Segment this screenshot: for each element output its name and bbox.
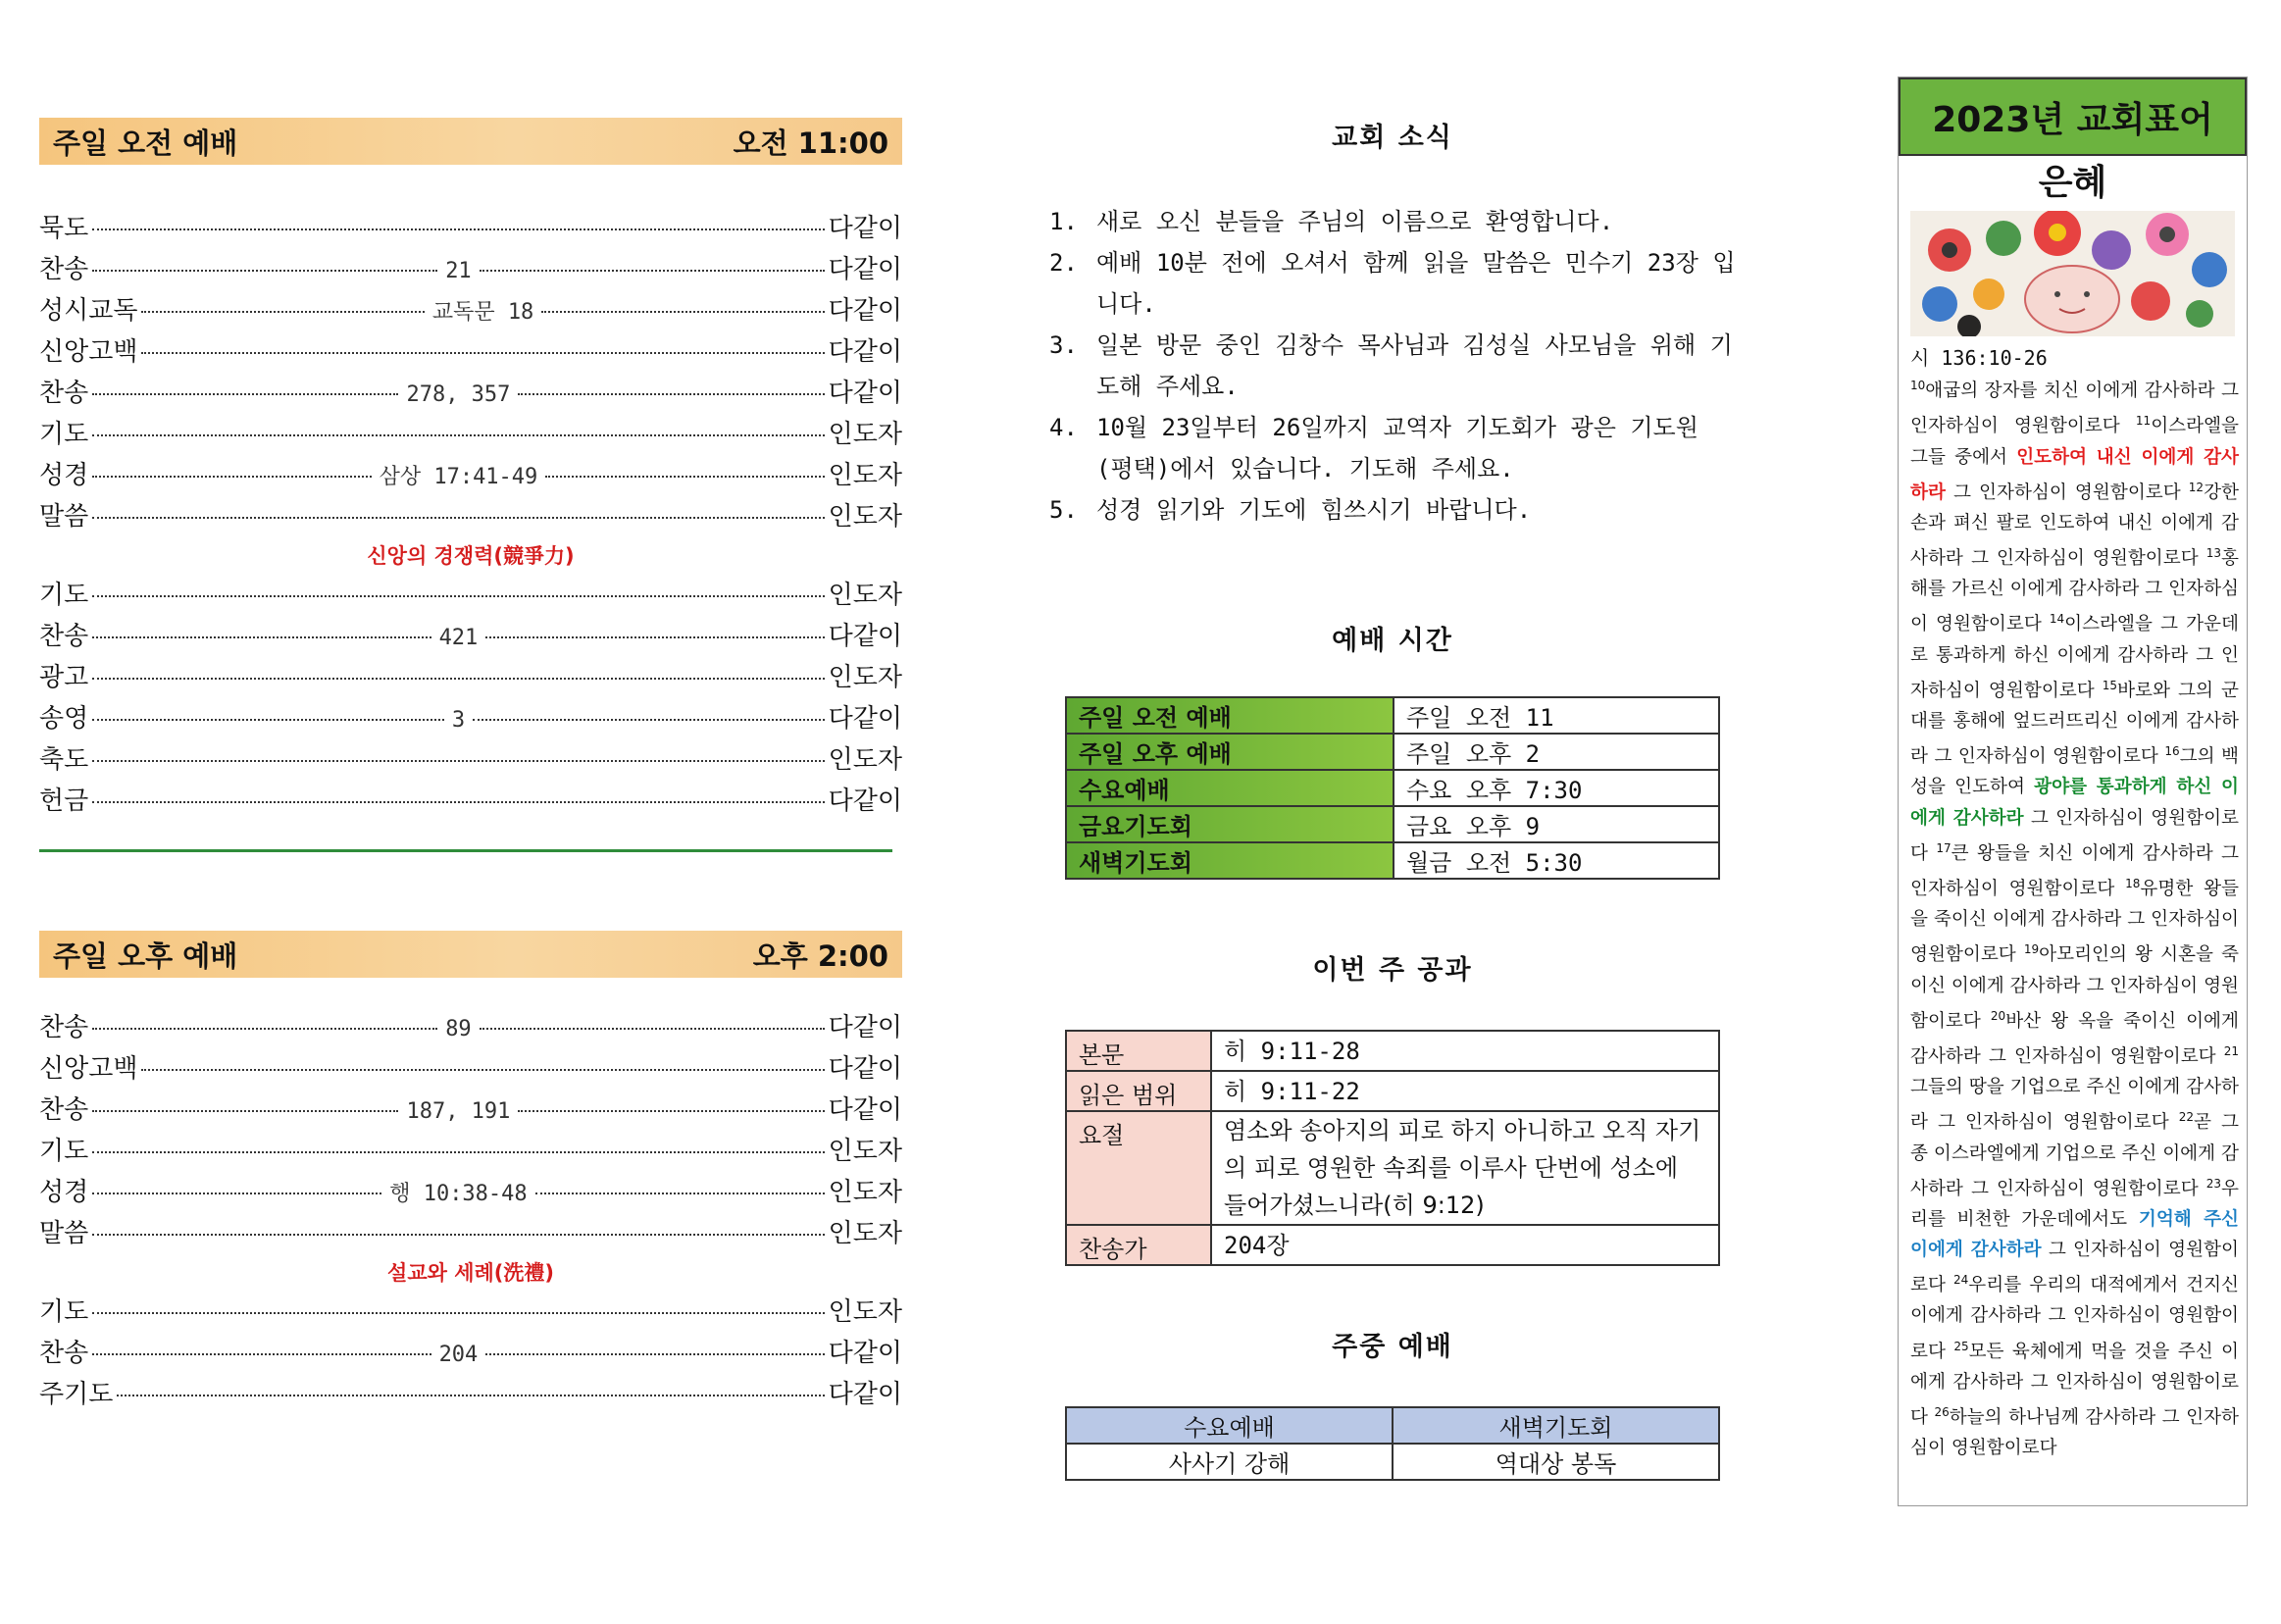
- order-item-role: 다같이: [828, 704, 902, 734]
- order-row: [39, 698, 902, 739]
- motto-year-title: 2023년 교회표어: [1899, 77, 2247, 156]
- weekday-body-wednesday: 사사기 강해: [1066, 1444, 1393, 1480]
- lesson-row: [1066, 1031, 1719, 1071]
- order-row: [39, 1374, 902, 1415]
- order-item-role: 인도자: [828, 461, 902, 490]
- psalm-reference: 시 136:10-26: [1910, 346, 2048, 370]
- motto-panel: [1898, 76, 2248, 1506]
- flower-illustration-icon: [1910, 211, 2235, 336]
- news-item: [1049, 489, 1736, 531]
- order-row: [39, 373, 902, 414]
- motto-word: 은혜: [2038, 163, 2107, 203]
- order-row: [39, 739, 902, 781]
- worship-order-column: [39, 118, 902, 1415]
- order-row: [39, 208, 902, 249]
- weekday-service-table: [1065, 1406, 1720, 1481]
- afternoon-service-title: 주일 오후 예배: [53, 939, 238, 973]
- service-time: 금요 오후 9: [1394, 806, 1719, 842]
- morning-order-list-2: [39, 575, 902, 822]
- afternoon-sermon-title: 설교와 세례(洗禮): [387, 1261, 554, 1285]
- order-item-detail: 행 10:38-48: [389, 1182, 528, 1206]
- order-row: [39, 414, 902, 455]
- order-item-label: 광고: [39, 663, 89, 692]
- order-item-label: 묵도: [39, 214, 89, 243]
- lesson-row: [1066, 1225, 1719, 1265]
- lesson-title: 이번 주 공과: [1312, 955, 1473, 986]
- news-list: [1049, 201, 1736, 531]
- order-item-label: 기도: [39, 1137, 89, 1166]
- lesson-value: 히 9:11-22: [1211, 1071, 1719, 1111]
- order-item-detail: 421: [438, 626, 479, 650]
- info-column: [1049, 116, 1736, 1481]
- order-row: [39, 575, 902, 616]
- order-item-label: 축도: [39, 745, 89, 775]
- news-item-number: 3.: [1049, 331, 1078, 359]
- order-row: [39, 455, 902, 496]
- news-item: [1049, 201, 1736, 242]
- order-item-role: 다같이: [828, 255, 902, 284]
- order-row: [39, 1090, 902, 1131]
- order-item-label: 기도: [39, 1297, 89, 1327]
- news-item: [1049, 242, 1736, 325]
- lesson-key: 요절: [1066, 1111, 1211, 1225]
- order-item-label: 찬송: [39, 379, 89, 408]
- order-row: [39, 1213, 902, 1254]
- news-item-text: 예배 10분 전에 오셔서 함께 읽을 말씀은 민수기 23장 입니다.: [1096, 249, 1736, 318]
- order-item-role: 다같이: [828, 1380, 902, 1409]
- service-time: 주일 오전 11: [1394, 697, 1719, 734]
- afternoon-order-list-2: [39, 1292, 902, 1415]
- service-name: 수요예배: [1066, 770, 1394, 806]
- order-item-role: 인도자: [828, 1137, 902, 1166]
- news-item-text: 성경 읽기와 기도에 힘쓰시기 바랍니다.: [1096, 496, 1532, 524]
- service-time-row: [1066, 734, 1719, 770]
- order-row: [39, 1007, 902, 1048]
- weekday-head-dawn: 새벽기도회: [1393, 1407, 1719, 1444]
- news-item-text: 새로 오신 분들을 주님의 이름으로 환영합니다.: [1096, 208, 1614, 235]
- order-item-label: 헌금: [39, 787, 89, 816]
- order-row: [39, 290, 902, 331]
- order-item-role: 인도자: [828, 663, 902, 692]
- order-row: [39, 616, 902, 657]
- morning-service-header: [39, 118, 902, 165]
- order-row: [39, 781, 902, 822]
- order-item-role: 인도자: [828, 420, 902, 449]
- order-row: [39, 1131, 902, 1172]
- order-row: [39, 496, 902, 537]
- afternoon-order-list: [39, 1007, 902, 1254]
- order-item-label: 찬송: [39, 1095, 89, 1125]
- morning-service-time: 오전 11:00: [733, 126, 888, 160]
- service-name: 주일 오전 예배: [1066, 697, 1394, 734]
- order-item-detail: 3: [451, 708, 466, 733]
- order-item-role: 인도자: [828, 745, 902, 775]
- order-row: [39, 1172, 902, 1213]
- order-row: [39, 249, 902, 290]
- order-item-role: 다같이: [828, 379, 902, 408]
- news-title: 교회 소식: [1332, 123, 1453, 153]
- lesson-key: 본문: [1066, 1031, 1211, 1071]
- news-item-text: 일본 방문 중인 김창수 목사님과 김성실 사모님을 위해 기도해 주세요.: [1096, 331, 1733, 400]
- order-item-detail: 삼상 17:41-49: [379, 465, 538, 489]
- lesson-value: 히 9:11-28: [1211, 1031, 1719, 1071]
- service-times-table: [1065, 696, 1720, 880]
- order-item-label: 말씀: [39, 502, 89, 532]
- psalm-text: $^{10}$애굽의 장자를 치신 이에게 감사하라 그 인자하심이 영원함이로다 $^{11}$이스라엘을 그들 중에서 인도하여 내신 이에게 감사하라 그 인자하심이 영원함이로다 $^{12}$강한 손과 펴신 팔로 인도하여 내신 이에게 감사하라 그 인자하심이 영원함이로다 $^{13}$홍해를 가르신 이에게 감사하라 그 인자하심이 영원함이로다 $^{14}$이스라엘을 그 가운데로 통과하게 하신 이에게 감사하라 그 인자하심이 영원함이로다 $^{15}$바로와 그의 군대를 홍해에 엎드러뜨리신 이에게 감사하라 그 인자하심이 영원함이로다 $^{16}$그의 백성을 인도하여 광야를 통과하게 하신 이에게 감사하라 그 인자하심이 영원함이로다 $^{17}$큰 왕들을 치신 이에게 감사하라 그 인자하심이 영원함이로다 $^{18}$유명한 왕들을 죽이신 이에게 감사하라 그 인자하심이 영원함이로다 $^{19}$아모리인의 왕 시혼을 죽이신 이에게 감사하라 그 인자하심이 영원함이로다 $^{20}$바산 왕 옥을 죽이신 이에게 감사하라 그 인자하심이 영원함이로다 $^{21}$그들의 땅을 기업으로 주신 이에게 감사하라 그 인자하심이 영원함이로다 $^{22}$곧 그 종 이스라엘에게 기업으로 주신 이에게 감사하라 그 인자하심이 영원함이로다 $^{23}$우리를 비천한 가운데에서도 기억해 주신 이에게 감사하라 그 인자하심이 영원함이로다 $^{24}$우리를 우리의 대적에게서 건지신 이에게 감사하라 그 인자하심이 영원함이로다 $^{25}$모든 육체에게 먹을 것을 주신 이에게 감사하라 그 인자하심이 영원함이로다 $^{26}$하늘의 하나님께 감사하라 그 인자하심이 영원함이로다: [1910, 379, 2240, 1459]
- lesson-key: 찬송가: [1066, 1225, 1211, 1265]
- order-row: [39, 1292, 902, 1333]
- service-name: 주일 오후 예배: [1066, 734, 1394, 770]
- morning-sermon-title: 신앙의 경쟁력(競爭力): [367, 544, 575, 568]
- service-time: 수요 오후 7:30: [1394, 770, 1719, 806]
- order-item-detail: 교독문 18: [431, 300, 534, 325]
- afternoon-service-time: 오후 2:00: [752, 939, 888, 973]
- news-item-text: 10월 23일부터 26일까지 교역자 기도회가 광은 기도원 (평택)에서 있습니다. 기도해 주세요.: [1096, 414, 1698, 482]
- order-item-label: 기도: [39, 420, 89, 449]
- lesson-value: 염소와 송아지의 피로 하지 아니하고 오직 자기의 피로 영원한 속죄를 이루사 단번에 성소에 들어가셨느니라(히 9:12): [1211, 1111, 1719, 1225]
- order-item-detail: 187, 191: [406, 1099, 511, 1124]
- order-item-label: 성시교독: [39, 296, 138, 326]
- order-item-role: 다같이: [828, 1339, 902, 1368]
- order-item-role: 다같이: [828, 1095, 902, 1125]
- order-item-role: 인도자: [828, 1297, 902, 1327]
- order-item-label: 찬송: [39, 255, 89, 284]
- order-item-role: 다같이: [828, 1054, 902, 1084]
- order-item-role: 다같이: [828, 1013, 902, 1042]
- news-item: [1049, 325, 1736, 407]
- service-time-row: [1066, 697, 1719, 734]
- order-item-label: 송영: [39, 704, 89, 734]
- order-item-label: 성경: [39, 1178, 89, 1207]
- news-item: [1049, 407, 1736, 489]
- order-row: [39, 331, 902, 373]
- order-item-role: 인도자: [828, 1219, 902, 1248]
- news-item-number: 4.: [1049, 414, 1078, 441]
- order-item-detail: 21: [445, 259, 472, 283]
- order-row: [39, 1333, 902, 1374]
- service-time-row: [1066, 842, 1719, 879]
- order-item-role: 다같이: [828, 787, 902, 816]
- news-item-number: 2.: [1049, 249, 1078, 277]
- order-item-label: 신앙고백: [39, 1054, 138, 1084]
- lesson-row: [1066, 1111, 1719, 1225]
- weekday-service-title: 주중 예배: [1332, 1332, 1453, 1362]
- order-item-label: 성경: [39, 461, 89, 490]
- weekday-head-wednesday: 수요예배: [1066, 1407, 1393, 1444]
- order-item-role: 인도자: [828, 1178, 902, 1207]
- service-times-title: 예배 시간: [1332, 626, 1453, 656]
- lesson-table: [1065, 1030, 1720, 1266]
- service-time: 주일 오후 2: [1394, 734, 1719, 770]
- order-item-role: 다같이: [828, 337, 902, 367]
- afternoon-service-header: [39, 931, 902, 978]
- news-item-number: 5.: [1049, 496, 1078, 524]
- order-item-detail: 204: [438, 1343, 479, 1367]
- lesson-value: 204장: [1211, 1225, 1719, 1265]
- order-row: [39, 1048, 902, 1090]
- lesson-key: 읽은 범위: [1066, 1071, 1211, 1111]
- service-time-row: [1066, 806, 1719, 842]
- service-name: 새벽기도회: [1066, 842, 1394, 879]
- order-item-role: 다같이: [828, 214, 902, 243]
- service-time-row: [1066, 770, 1719, 806]
- order-item-role: 다같이: [828, 296, 903, 326]
- lesson-row: [1066, 1071, 1719, 1111]
- order-item-role: 다같이: [828, 622, 902, 651]
- service-time: 월금 오전 5:30: [1394, 842, 1719, 879]
- news-item-number: 1.: [1049, 208, 1078, 235]
- order-item-label: 찬송: [39, 622, 89, 651]
- order-item-detail: 278, 357: [406, 382, 511, 407]
- order-item-label: 기도: [39, 581, 89, 610]
- order-row: [39, 657, 902, 698]
- order-item-label: 말씀: [39, 1219, 89, 1248]
- order-item-label: 신앙고백: [39, 337, 138, 367]
- order-item-label: 주기도: [39, 1380, 114, 1409]
- order-item-label: 찬송: [39, 1339, 89, 1368]
- order-item-role: 인도자: [828, 502, 902, 532]
- order-item-label: 찬송: [39, 1013, 89, 1042]
- order-item-detail: 89: [445, 1017, 472, 1041]
- morning-order-list: [39, 208, 902, 537]
- morning-service-title: 주일 오전 예배: [53, 126, 238, 160]
- order-item-role: 인도자: [828, 581, 902, 610]
- service-name: 금요기도회: [1066, 806, 1394, 842]
- weekday-body-dawn: 역대상 봉독: [1393, 1444, 1719, 1480]
